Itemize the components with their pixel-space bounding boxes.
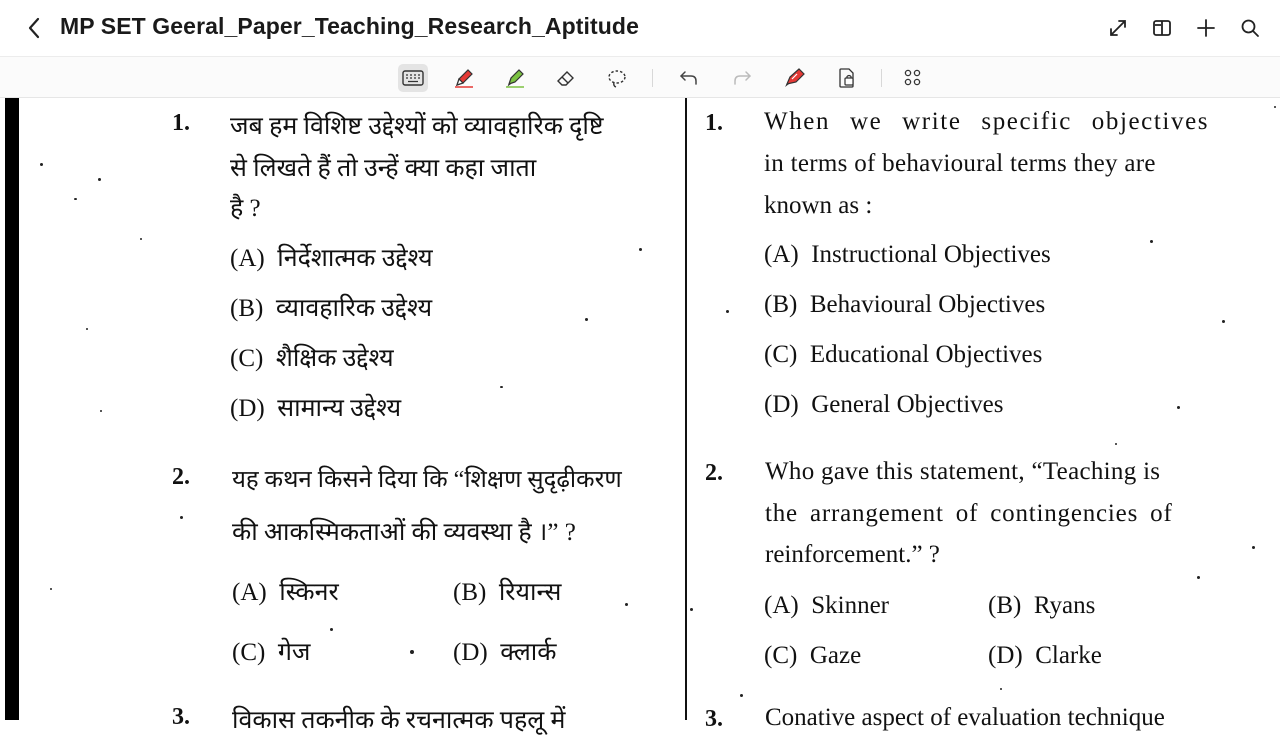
hindi-q3-partial: विकास तकनीक के रचनात्मक पहलू में [232,707,566,734]
english-q1-line-3: known as : [764,192,873,219]
undo-icon [679,69,699,87]
eraser-icon [555,67,577,89]
highlighter-icon [504,67,526,89]
hindi-q2-number: 2. [172,464,190,490]
expand-button[interactable] [1106,14,1130,42]
highlighter-tool[interactable] [500,64,530,92]
hindi-q1-option-d: (D) सामान्य उद्देश्य [230,395,402,422]
search-button[interactable] [1238,14,1262,42]
document-title: MP SET Geeral_Paper_Teaching_Research_Aptitude [60,13,639,39]
hindi-q2-option-a: (A) स्किनर [232,579,339,606]
english-q3-number: 3. [705,706,723,732]
column-divider [685,98,687,720]
english-q2-option-a: (A) Skinner [764,592,889,619]
english-q1-option-c: (C) Educational Objectives [764,341,1043,368]
english-q1-option-d: (D) General Objectives [764,391,1004,418]
keyboard-tool[interactable] [398,64,428,92]
image-insert-icon [836,67,858,89]
eraser-tool[interactable] [551,64,581,92]
english-q2-option-d: (D) Clarke [988,642,1102,669]
hindi-q3-number: 3. [172,704,190,730]
lasso-tool[interactable] [602,64,632,92]
plus-icon [1196,18,1216,38]
expand-icon [1108,18,1128,38]
hindi-q1-line-3: है ? [230,195,261,222]
marker-tool[interactable] [780,64,810,92]
english-q1-option-b: (B) Behavioural Objectives [764,291,1046,318]
split-view-icon [1152,18,1172,38]
hindi-q2-option-c: (C) गेज [232,639,311,666]
hindi-q1-option-a: (A) निर्देशात्मक उद्देश्य [230,245,433,272]
split-view-button[interactable] [1150,14,1174,42]
hindi-q1-option-b: (B) व्यावहारिक उद्देश्य [230,295,433,322]
hindi-q2-line-2: की आकस्मिकताओं की व्यवस्था है ।” ? [232,519,576,546]
english-q2-line-3: reinforcement.” ? [765,541,940,568]
hindi-q2-option-d: (D) क्लार्क [453,639,557,666]
undo-button[interactable] [674,64,704,92]
grid-apps-icon [903,68,923,88]
english-q2-option-c: (C) Gaze [764,642,862,669]
hindi-q1-number: 1. [172,110,190,136]
english-q1-number: 1. [705,110,723,136]
toolbar-separator [881,69,882,87]
english-q1-line-2: in terms of behavioural terms they are [764,150,1156,177]
english-q2-number: 2. [705,460,723,486]
lasso-icon [606,67,628,89]
english-q1-line-1: When we write specific objectives [764,108,1210,135]
image-insert-tool[interactable] [832,64,862,92]
hindi-q1-option-c: (C) शैक्षिक उद्देश्य [230,345,394,372]
apps-menu-button[interactable] [898,64,928,92]
pen-tool[interactable] [449,64,479,92]
english-q3-partial: Conative aspect of evaluation technique [765,704,1165,731]
back-button[interactable] [20,14,48,42]
scan-edge [5,98,19,720]
english-q2-line-1: Who gave this statement, “Teaching is [765,458,1161,485]
redo-button[interactable] [727,64,757,92]
pen-icon [453,67,475,89]
marker-icon [783,67,807,89]
hindi-q1-line-1: जब हम विशिष्ट उद्देश्यों को व्यावहारिक दृष्टि [230,113,604,140]
keyboard-icon [402,70,424,86]
document-page[interactable] [0,98,1280,734]
hindi-q2-option-b: (B) रियान्स [453,579,562,606]
english-q2-line-2: the arrangement of contingencies of [765,500,1173,527]
redo-icon [732,69,752,87]
english-q1-option-a: (A) Instructional Objectives [764,241,1051,268]
app-header [0,0,1280,56]
search-icon [1240,18,1260,38]
hindi-q2-line-1: यह कथन किसने दिया कि “शिक्षण सुदृढ़ीकरण [232,467,622,493]
toolbar-separator [652,69,653,87]
add-button[interactable] [1194,14,1218,42]
annotation-toolbar [0,56,1280,98]
english-q2-option-b: (B) Ryans [988,592,1096,619]
hindi-q1-line-2: से लिखते हैं तो उन्हें क्या कहा जाता [230,155,537,182]
chevron-left-icon [27,17,41,39]
